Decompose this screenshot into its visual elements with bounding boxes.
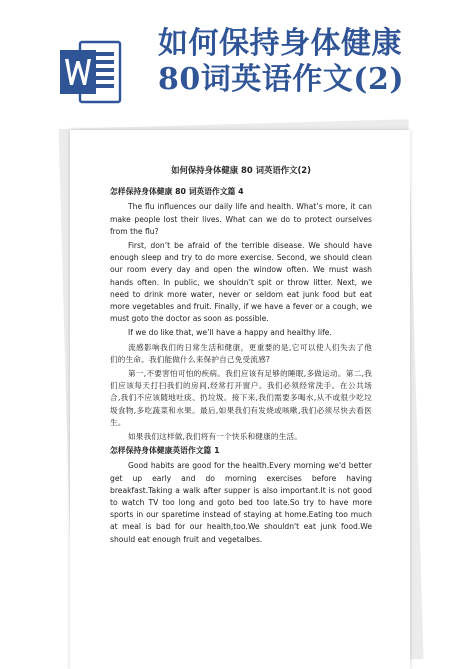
paragraph: 流感影响我们的日常生活和健康，更重要的是,它可以使人们失去了他们的生命。我们能做什么来保护自己免受流感? (110, 342, 372, 364)
document-title: 如何保持身体健康 80 词英语作文(2) (171, 165, 311, 175)
banner (0, 0, 474, 130)
paragraph: 第一,不要害怕可怕的疾病。我们应该有足够的睡眠,多做运动。第二,我们应该每天打扫我们的房间,经常打开窗户。我们必须经常洗手。在公共场合,我们不应该随地吐痰、扔垃圾。接下来,我们需要多喝水,从不或很少吃垃圾食物,多吃蔬菜和水果。最后,如果我们有发烧或咳嗽,我们必须尽快去看医生。 (110, 369, 372, 427)
document-page (70, 130, 410, 669)
paragraph: If we do like that, we’ll have a happy and healthy life. (128, 328, 332, 338)
banner-title (158, 26, 468, 98)
section-heading: 怎样保持身体健康 80 词英语作文篇 4 (110, 187, 244, 197)
document-body (110, 164, 372, 548)
section-heading: 怎样保持身体健康英语作文篇 1 (110, 446, 220, 456)
paragraph: Good habits are good for the health.Every morning we'd better get up early and do morning exercises before having breakfast.Taking a walk after supper is also important.It is not good to watch TV too long and goto bed too late.So try to have more sports in our sparetime instead of staying at home.Eating too much at meal is bad for our health,too.We shouldn't eat junk food.We should eat enough fruit and vegetalbes. (110, 461, 372, 544)
banner-title-line2: 80词英语作文(2) (158, 62, 405, 97)
paragraph: First, don’t be afraid of the terrible disease. We should have enough sleep and try to do more exercise. Second, we should clean our room every day and open the window often. We must wash hands often. In public, we shouldn’t spit or throw litter. Next, we need to drink more water, never or seldom eat junk food but eat more vegetables and fruit. Finally, if we have a fever or a cough, we must goto the doctor as soon as possible. (110, 241, 372, 324)
banner-title-line1: 如何保持身体健康 (158, 26, 402, 61)
paragraph: 如果我们这样做,我们将有一个快乐和健康的生活。 (128, 432, 303, 442)
word-doc-icon (60, 38, 122, 106)
paragraph: The flu influences our daily life and health. What’s more, it can make people lost their lives. What can we do to protect ourselves from the flu? (110, 202, 372, 236)
